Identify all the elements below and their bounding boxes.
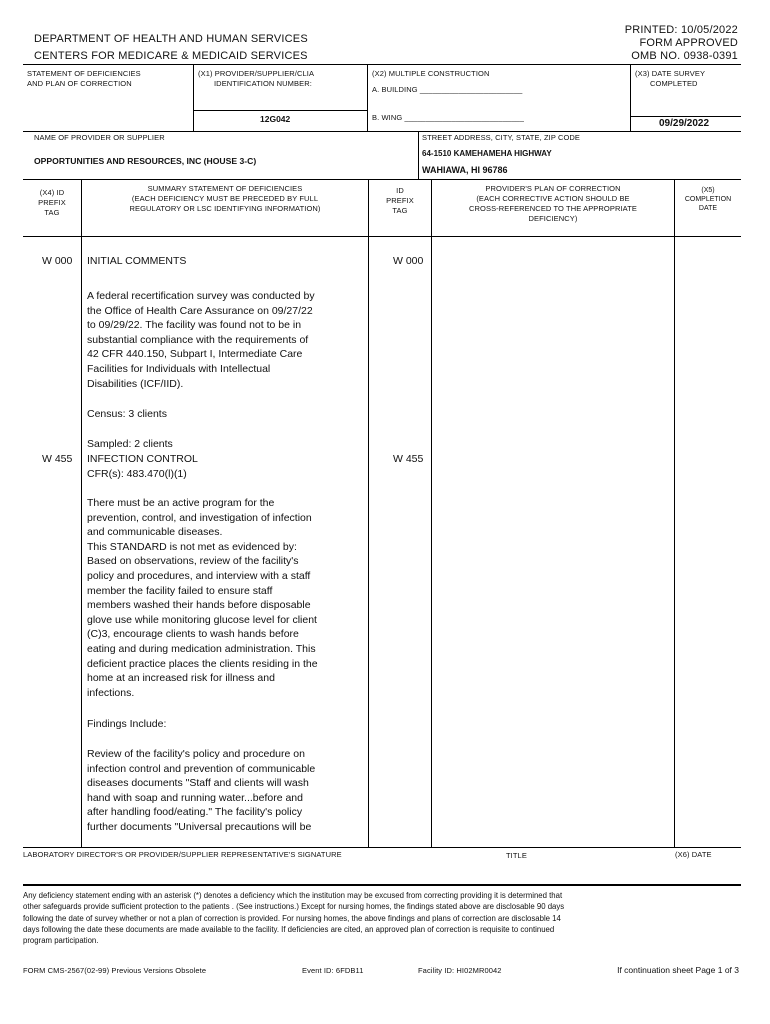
x1-label-2: IDENTIFICATION NUMBER: — [214, 79, 312, 88]
header-top-line — [23, 64, 741, 65]
omb-number: OMB NO. 0938-0391 — [631, 50, 738, 62]
printed-date: PRINTED: 10/05/2022 — [624, 24, 738, 36]
title-infection-control: INFECTION CONTROL — [87, 453, 198, 465]
id-header — [369, 186, 431, 216]
agency-line-2: CENTERS FOR MEDICARE & MEDICAID SERVICES — [34, 50, 308, 62]
address-label: STREET ADDRESS, CITY, STATE, ZIP CODE — [422, 133, 581, 142]
x2-label: (X2) MULTIPLE CONSTRUCTION — [372, 69, 490, 78]
header-sub-line — [193, 110, 367, 111]
plan-header-1: PROVIDER'S PLAN OF CORRECTION — [485, 184, 621, 193]
header-divider-x3 — [630, 64, 631, 131]
summary-header-3: REGULATORY OR LSC IDENTIFYING INFORMATION) — [129, 204, 321, 213]
tag-w000: W 000 — [42, 255, 73, 267]
columns-top-line — [23, 179, 741, 180]
x2-building: A. BUILDING ________________________ — [372, 85, 523, 94]
x3-label-2: COMPLETED — [650, 79, 698, 88]
title-initial-comments: INITIAL COMMENTS — [87, 255, 187, 267]
summary-header-2: (EACH DEFICIENCY MUST BE PRECEDED BY FULL — [131, 194, 319, 203]
plan-header-3: CROSS-REFERENCED TO THE APPROPRIATE — [469, 204, 637, 213]
plan-header — [432, 184, 674, 224]
columns-sub-line — [23, 236, 741, 237]
title-label: TITLE — [506, 851, 527, 860]
paragraph-survey: A federal recertification survey was conducted by the Office of Health Care Assurance on 09/27/22 to 09/29/22. The facility was found not to be in substantial compliance with the requirements of 42 CFR 440.150, Subpart I, Intermediate Care Facilities for Individuals with Intellectual Disabilities (ICF/IID). — [87, 290, 315, 390]
footer-event-id: Event ID: 6FDB11 — [302, 966, 364, 975]
x1-label-1: (X1) PROVIDER/SUPPLIER/CLIA — [198, 69, 315, 78]
paragraph-policy: Review of the facility's policy and procedure on infection control and prevention of communicable diseases documents "Staff and clients will wash hand with soap and running water...before and after handling food/eating." The facility's policy further documents "Universal precautions will be — [87, 748, 316, 833]
x3-value: 09/29/2022 — [659, 118, 710, 129]
id-header-3: TAG — [392, 206, 408, 215]
x5-header — [675, 186, 741, 213]
id-header-2: PREFIX — [386, 196, 414, 205]
provider-name: OPPORTUNITIES AND RESOURCES, INC (HOUSE 3-C) — [34, 156, 257, 166]
x4-header — [23, 188, 81, 218]
footer-page: If continuation sheet Page 1 of 3 — [617, 965, 739, 975]
plan-header-4: DEFICIENCY) — [528, 214, 578, 223]
col-divider-1 — [81, 179, 82, 847]
col-divider-4 — [674, 179, 675, 847]
x5-header-2: COMPLETION — [684, 196, 732, 203]
agency-line-1: DEPARTMENT OF HEALTH AND HUMAN SERVICES — [34, 33, 308, 45]
address-line-1: 64-1510 KAMEHAMEHA HIGHWAY — [422, 149, 552, 158]
signature-top-line — [23, 847, 741, 848]
x2-wing: B. WING ____________________________ — [372, 113, 525, 122]
statement-label-1: STATEMENT OF DEFICIENCIES — [27, 69, 141, 78]
tag-w455-right: W 455 — [393, 453, 424, 465]
signature-label: LABORATORY DIRECTOR'S OR PROVIDER/SUPPLIER REPRESENTATIVE'S SIGNATURE — [23, 850, 342, 859]
census: Census: 3 clients — [87, 408, 167, 420]
footer-form: FORM CMS-2567(02-99) Previous Versions Obsolete — [23, 966, 207, 975]
provider-divider — [418, 131, 419, 179]
col-divider-3 — [431, 179, 432, 847]
header-divider-x2 — [367, 64, 368, 131]
x4-header-2: PREFIX — [38, 198, 66, 207]
x4-header-1: (X4) ID — [39, 188, 65, 197]
summary-header-1: SUMMARY STATEMENT OF DEFICIENCIES — [147, 184, 303, 193]
footnote: Any deficiency statement ending with an asterisk (*) denotes a deficiency which the institution may be excused from correcting providing it is determined that other safeguards provide sufficient protection to the patients . (See instructions.) Except for nursing homes, the findings stated above are disclosable 90 days following the date of survey whether or not a plan of correction is provided. For nursing homes, the above findings and plans of correction are disclosable 14 days following the date these documents are made available to the facility. If deficiencies are cited, an approved plan of correction is requisite to continued program participation. — [23, 891, 565, 946]
x4-header-3: TAG — [44, 208, 60, 217]
provider-top-line — [23, 131, 741, 132]
statement-label-2: AND PLAN OF CORRECTION — [27, 79, 132, 88]
x3-label-1: (X3) DATE SURVEY — [635, 69, 706, 78]
sampled: Sampled: 2 clients — [87, 438, 173, 450]
address-line-2: WAHIAWA, HI 96786 — [422, 165, 508, 175]
col-divider-2 — [368, 179, 369, 847]
header-sub-line-x3 — [630, 116, 741, 117]
signature-bottom-line — [23, 884, 741, 886]
id-header-1: ID — [396, 186, 404, 195]
summary-header — [82, 184, 368, 214]
date-label: (X6) DATE — [675, 850, 712, 859]
plan-header-2: (EACH CORRECTIVE ACTION SHOULD BE — [476, 194, 630, 203]
provider-name-label: NAME OF PROVIDER OR SUPPLIER — [34, 133, 165, 142]
x1-value: 12G042 — [260, 114, 291, 124]
x5-header-3: DATE — [698, 205, 718, 212]
x5-header-1: (X5) — [701, 187, 715, 194]
cfr-reference: CFR(s): 483.470(l)(1) — [87, 468, 187, 480]
findings-include: Findings Include: — [87, 718, 167, 730]
header-divider-x1 — [193, 64, 194, 131]
footer-facility-id: Facility ID: HI02MR0042 — [418, 966, 502, 975]
tag-w000-right: W 000 — [393, 255, 424, 267]
paragraph-standard: There must be an active program for the prevention, control, and investigation of infection and communicable diseases. This STANDARD is not met as evidenced by: Based on observations, review of the facility's policy and procedures, and interview with a staff member the facility failed to ensure staff members washed their hands before disposable glove use while monitoring glucose level for client (C)3, encourage clients to wash hands before eating and during medication administration. This deficient practice places the clients residing in the home at an increased risk for illness and infections. — [87, 497, 318, 699]
tag-w455: W 455 — [42, 453, 73, 465]
form-approved: FORM APPROVED — [639, 37, 738, 49]
